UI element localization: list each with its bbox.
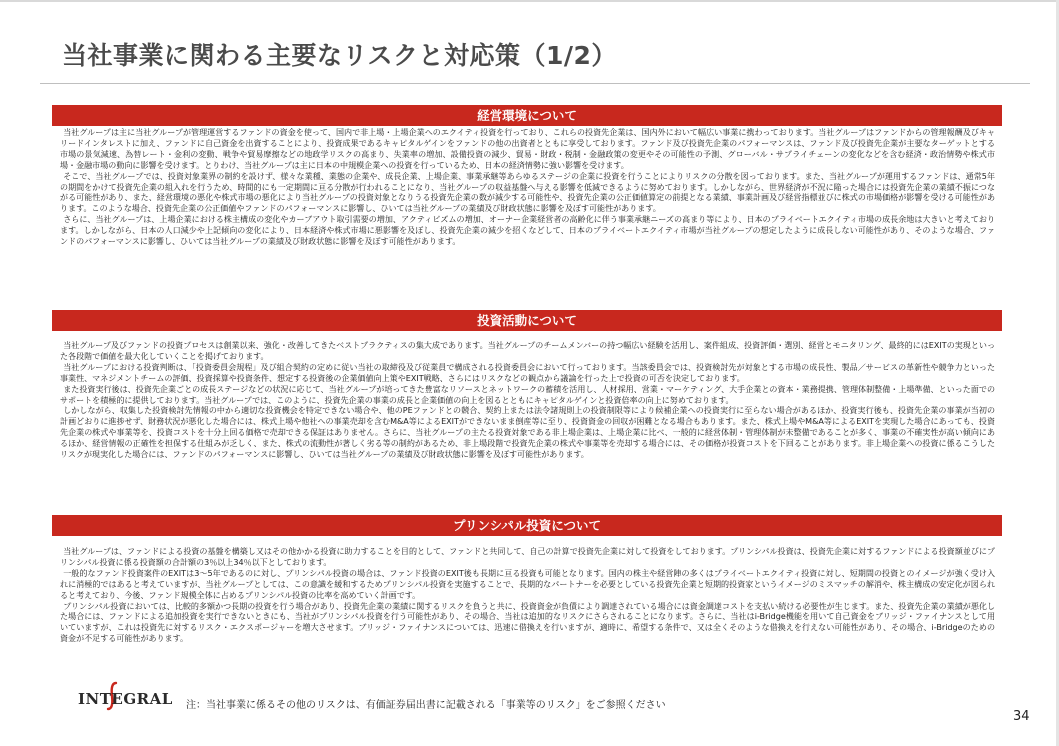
section-heading-principal-investment: プリンシパル投資について [52, 515, 1002, 536]
paragraph: 当社グループにおける投資判断は、「投資委員会規程」及び組合契約の定めに従い当社の取締役及び従業員で構成される投資委員会において行っております。当該委員会では、投資検討先が対象とする市場の成長性、製品／サービスの革新性や競争力といった事業性、マネジメントチームの評価、投資採算や投資条件、想定する投資後の企業価値向上策やEXIT戦略、さらにはリスクなどの観点から議論を行った上で投資の可否を決定しております。 [60, 362, 995, 383]
paragraph: 一般的なファンド投資案件のEXITは3～5年であるのに対し、プリンシパル投資の場合は、ファンド投資のEXIT後も長期に亘る投資も可能となります。国内の株主や経営陣の多くはプライベートエクイティ投資に対し、短期間の投資とのイメージが強く受け入れに消極的ではあると考えていますが、当社グループとしては、この意識を緩和するためプリンシパル投資を実施することで、長期的なパートナーを必要としている投資先企業と短期的投資家というイメージのミスマッチの解消や、株主構成の安定化が図られると考えており、今後、ファンド規模全体に占めるプリンシパル投資の比率を高めていく計画です。 [60, 568, 995, 600]
footnote: 注：当社事業に係るその他のリスクは、有価証券届出書に記載される「事業等のリスク」をご参照ください [186, 700, 666, 711]
company-logo: INTEGRAL [78, 690, 173, 708]
paragraph: プリンシパル投資においては、比較的多額かつ長期の投資を行う場合があり、投資先企業の業績に関するリスクを負うと共に、投資資金が負債により調達されている場合には資金調達コストを支払い続ける必要性が生じます。また、投資先企業の業績が悪化した場合には、ファンドによる追加投資を実行できないときにも、当社がプリンシパル投資を行う可能性があり、その場合、当社は追加的なリスクにさらされることになります。さらに、当社はi-Bridge機能を用いて自己資金をブリッジ・ファイナンスとして用いていますが、これは投資先に対するリスク・エクスポージャーを増大させます。ブリッジ・ファイナンスについては、迅速に借換えを行いますが、適時に、希望する条件で、又は全くそのような借換えを行えない可能性があり、その場合、i-Bridgeのための資金が不足する可能性があります。 [60, 601, 995, 644]
paragraph: そこで、当社グループでは、投資対象業界の制約を設けず、様々な業種、業態の企業や、成長企業、上場企業、事業承継等あらゆるステージの企業に投資を行うことによりリスクの分散を図っております。また、当社グループが運用するファンドは、通常5年の期間をかけて投資先企業の組入れを行うため、時間的にも一定期間に亘る分散が行われることになり、当社グループの収益基盤へ与える影響を低減できるように努めております。しかしながら、世界経済が不況に陥った場合には投資先企業の業績不振につながる可能性があり、また、経営環境の悪化や株式市場の悪化により当社グループの投資対象となりうる投資先企業の数が減少する可能性や、投資先企業の公正価値算定の前提となる業績、事業計画及び経営指標並びに株式の市場価格が影響を受ける可能性があります。このような場合、投資先企業の公正価値やファンドのパフォーマンスに影響し、ひいては当社グループの業績及び財政状態に影響を及ぼす可能性があります。 [60, 171, 995, 214]
page-title: 当社事業に関わる主要なリスクと対応策（1/2） [62, 41, 617, 70]
paragraph: 当社グループは、ファンドによる投資の基盤を構築し又はその他かかる投資に助力することを目的として、ファンドと共同して、自己の計算で投資先企業に対して投資をしております。プリンシパル投資は、投資先企業に対するファンドによる投資額並びにプリンシパル投資に係る投資額の合計額の3％以上34％以下としております。 [60, 547, 995, 567]
section-heading-investment-activity: 投資活動について [52, 310, 1002, 331]
section-body-investment-activity [60, 341, 995, 513]
paragraph: また投資実行後は、投資先企業ごとの成長ステージなどの状況に応じて、当社グループが培ってきた豊富なリソースとネットワークの蓄積を活用し、人材採用、営業・マーケティング、大手企業との資本・業務提携、管理体制整備・上場準備、といった面でのサポートを積極的に提供しております。当社グループでは、このように、投資先企業の事業の成長と企業価値の向上を図るとともにキャピタルゲインと投資倍率の向上に努めております。 [60, 384, 995, 405]
paragraph: 当社グループは主に当社グループが管理運営するファンドの資金を使って、国内で非上場・上場企業へのエクイティ投資を行っており、これらの投資先企業は、国内外において幅広い事業に携わっております。当社グループはファンドからの管理報酬及びキャリードインタレストに加え、ファンドに自己資金を出資することにより、投資成果であるキャピタルゲインをファンドの他の出資者とともに享受しております。ファンド及び投資先企業のパフォーマンスは、ファンド及び投資先企業が主要なターゲットとする市場の景気減速、為替レート・金利の変動、戦争や貿易摩擦などの地政学リスクの高まり、失業率の増加、設備投資の減少、貿易・財政・税制・金融政策の変更やその可能性の予測、グローバル・サプライチェーンの変化などを含む経済・政治情勢や株式市場・金融市場の動向に影響を受けます。とりわけ、当社グループは主に日本の中規模企業への投資を行っているため、日本の経済情勢に強い影響を受けます。 [60, 128, 995, 170]
section-body-principal-investment [60, 547, 995, 672]
paragraph: しかしながら、収集した投資検討先情報の中から適切な投資機会を特定できない場合や、他のPEファンドとの競合、契約上または法令諸規則上の投資制限等により候補企業への投資実行に至らない場合があるほか、投資実行後も、投資先企業の事業が当初の計画どおりに進捗せず、財務状況が悪化した場合には、株式上場や他社への事業売却を含むM&A等によるEXITができないまま倒産等に至り、投資資金の回収が困難となる場合もあります。また、株式上場やM&A等によるEXITを実現した場合にあっても、投資先企業の株式や事業等を、投資コストを十分上回る価格で売却できる保証はありません。さらに、当社グループの主たる投資対象である非上場企業は、上場企業に比べ、一般的に経営体制・管理体制が未整備であることが多く、事業の不確実性が高い傾向にあるほか、経営情報の正確性を担保する仕組みが乏しく、また、株式の流動性が著しく劣る等の制約があるため、非上場段階で投資先企業の株式や事業等を売却する場合には、その価格が投資コストを下回ることがあります。非上場企業への投資に係るこうしたリスクが現実化した場合には、ファンドのパフォーマンスに影響し、ひいては当社グループの業績及び財政状態に影響を及ぼす可能性があります。 [60, 406, 995, 460]
paragraph: さらに、当社グループは、上場企業における株主構成の変化やカーブアウト取引需要の増加、アクティビズムの増加、オーナー企業経営者の高齢化に伴う事業承継ニーズの高まり等により、日本のプライベートエクイティ市場の成長余地は大きいと考えております。しかしながら、日本の人口減少や上記傾向の変化により、日本経済や株式市場に悪影響を及ぼし、投資先企業の減少を招くなどして、日本のプライベートエクイティ市場が当社グループの想定したように成長しない可能性があり、そのような場合、ファンドのパフォーマンスに影響し、ひいては当社グループの業績及び財政状態に影響を及ぼす可能性があります。 [60, 215, 995, 247]
top-rule [0, 0, 1059, 2]
title-divider [40, 83, 1030, 84]
paragraph: 当社グループ及びファンドの投資プロセスは創業以来、強化・改善してきたベストプラクティスの集大成であります。当社グループのチームメンバーの持つ幅広い経験を活用し、案件組成、投資評価・選別、経営とモニタリング、最終的にはEXITの実現といった各段階で価値を最大化していくことを掲げております。 [60, 341, 995, 361]
page-number: 34 [1013, 709, 1030, 724]
section-heading-business-environment: 経営環境について [52, 105, 1002, 126]
section-body-business-environment [60, 128, 995, 298]
